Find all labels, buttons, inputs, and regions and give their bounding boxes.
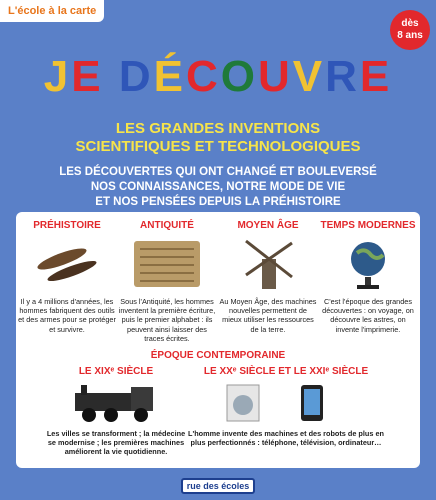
- contemporary-title: ÉPOQUE CONTEMPORAINE: [150, 350, 286, 361]
- era-modern-times: [319, 220, 417, 334]
- era-prehistory: [18, 220, 116, 334]
- book-title: [0, 52, 436, 102]
- title-letter: O: [220, 52, 258, 101]
- series-tag: L'école à la carte: [0, 0, 104, 22]
- title-letter: R: [325, 52, 360, 101]
- title-letter: D: [118, 52, 154, 101]
- windmill-icon: [219, 237, 317, 291]
- era-text: C'est l'époque des grandes découvertes : on voyage, on découvre les astres, on invente l'imprimerie.: [322, 297, 414, 334]
- c19-title: LE XIXᵉ SIÈCLE: [78, 366, 154, 377]
- era-title: ANTIQUITÉ: [140, 220, 194, 231]
- content-panel: [16, 212, 420, 468]
- subtitle: [0, 120, 436, 156]
- title-letter: C: [185, 52, 221, 101]
- c19-text: Les villes se transforment ; la médecine se modernise ; les premières machines améliorent la vie quotidienne.: [46, 429, 186, 457]
- era-text: Sous l'Antiquité, les hommes inventent la première écriture, puis le premier alphabet : ils peuvent ainsi laisser des traces écrites.: [118, 297, 216, 343]
- subtitle-line2: SCIENTIFIQUES ET TECHNOLOGIQUES: [75, 138, 361, 155]
- appliances-icon: [221, 383, 351, 423]
- era-title: MOYEN ÂGE: [237, 220, 299, 231]
- era-text: Au Moyen Âge, des machines nouvelles permettent de mieux utiliser les ressources de la terre.: [219, 297, 317, 334]
- flint-tools-icon: [18, 237, 116, 291]
- clay-tablet-icon: [118, 237, 216, 291]
- title-letter: J: [43, 52, 72, 101]
- globe-icon: [319, 237, 417, 291]
- title-letter: E: [71, 52, 104, 101]
- c20-title: LE XXᵉ SIÈCLE ET LE XXIᵉ SIÈCLE: [203, 366, 369, 377]
- era-text: Il y a 4 millions d'années, les hommes fabriquent des outils et des armes pour se protéger et survivre.: [18, 297, 116, 334]
- intro-line1: LES DÉCOUVERTES QUI ONT CHANGÉ ET BOULEVERSÉ: [59, 166, 377, 178]
- title-letter: E: [359, 52, 393, 101]
- intro-line3: ET NOS PENSÉES DEPUIS LA PRÉHISTOIRE: [95, 196, 341, 208]
- c20-text: L'homme invente des machines et des robots de plus en plus perfectionnés : téléphone, télévision, ordinateur…: [188, 429, 384, 448]
- age-badge-line2: 8 ans: [397, 30, 423, 41]
- title-letter: [104, 52, 119, 102]
- intro-line2: NOS CONNAISSANCES, NOTRE MODE DE VIE: [90, 181, 346, 193]
- locomotive-icon: [61, 383, 171, 423]
- intro-text: [0, 165, 436, 210]
- publisher-footer: [0, 476, 436, 494]
- title-letter: V: [292, 52, 326, 101]
- era-antiquity: [118, 220, 216, 343]
- age-badge: [390, 10, 430, 50]
- era-title: TEMPS MODERNES: [320, 220, 416, 231]
- title-letter: U: [257, 52, 293, 101]
- age-badge-line1: dès: [401, 18, 419, 29]
- c20-section: [186, 366, 386, 447]
- subtitle-line1: LES GRANDES INVENTIONS: [115, 120, 321, 137]
- title-letter: É: [153, 52, 186, 101]
- publisher-logo: rue des écoles: [181, 478, 256, 494]
- era-title: PRÉHISTOIRE: [33, 220, 101, 231]
- era-middle-ages: [219, 220, 317, 334]
- c19-section: [46, 366, 186, 457]
